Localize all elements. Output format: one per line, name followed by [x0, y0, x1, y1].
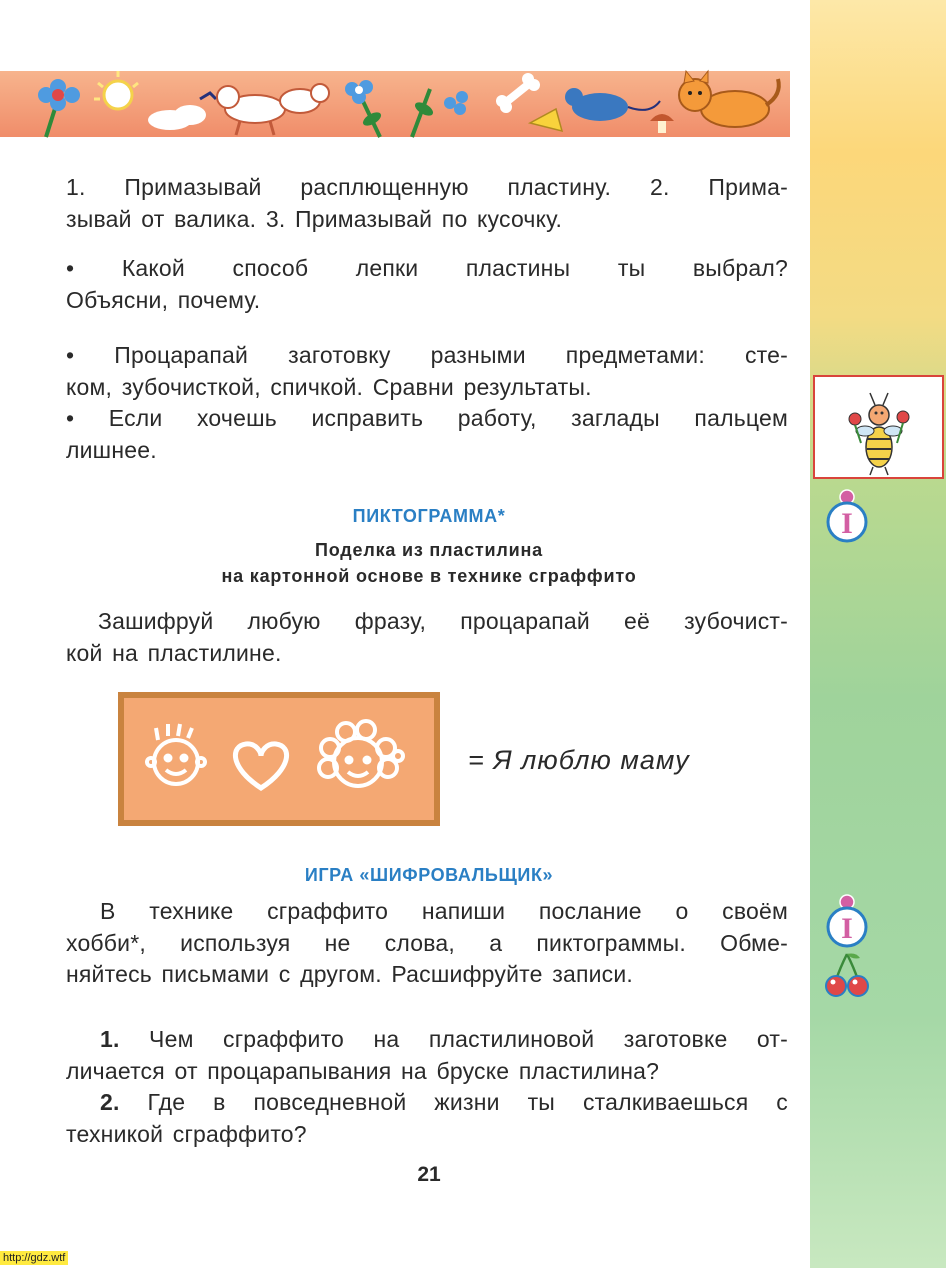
text-line: техникой сграффито? [66, 1120, 307, 1147]
text-line: В технике сграффито напиши послание о своём [100, 898, 788, 924]
text-line: Зашифруй любую фразу, процарапай её зубочист- [98, 608, 788, 634]
task-paragraph [66, 606, 788, 669]
text-line: няйтесь письмами с другом. Расшифруйте записи. [66, 961, 634, 987]
tasks-paragraph [66, 340, 788, 466]
question-line [100, 1024, 788, 1056]
svg-text:I: I [841, 507, 853, 540]
review-questions [66, 1024, 788, 1150]
sgraffito-plate-image [118, 692, 440, 826]
watermark-link[interactable]: http://gdz.wtf [0, 1251, 68, 1265]
question-text: Где в повседневной жизни ты сталкиваешься с [147, 1089, 789, 1115]
text-line: • Если хочешь исправить работу, заглады пальцем [66, 405, 788, 431]
text-line: • Какой способ лепки пластины ты выбрал? [66, 255, 788, 281]
subtitle-line: на картонной основе в технике сграффито [221, 566, 637, 586]
question-number: 1. [100, 1026, 120, 1052]
text-line: Объясни, почему. [66, 286, 261, 313]
question-line [100, 1087, 788, 1119]
text-line: зывай от валика. 3. Примазывай по кусочку. [66, 205, 563, 232]
text-line: кой на пластилине. [66, 639, 282, 666]
instructions-paragraph [66, 172, 788, 235]
section-title: ПИКТОГРАММА* [352, 506, 506, 526]
game-title: ИГРА «ШИФРОВАЛЬЩИК» [304, 865, 554, 885]
text-line: 1. Примазывай расплющенную пластину. 2. Прима- [66, 174, 788, 200]
text-line: ком, зубочисткой, спичкой. Сравни результаты. [66, 373, 592, 400]
question-text: Чем сграффито на пластилиновой заготовке от- [149, 1026, 788, 1052]
question-paragraph [66, 253, 788, 316]
game-paragraph [66, 896, 788, 991]
text-line: хобби*, используя не слова, а пиктограммы. Обме- [66, 929, 788, 956]
svg-text:I: I [841, 912, 853, 945]
sidebar-illustration-card [813, 375, 944, 479]
cherry-icon [824, 950, 870, 1000]
decoded-phrase: = Я люблю маму [468, 745, 690, 775]
decorative-banner [0, 65, 790, 145]
info-icon [826, 893, 868, 949]
text-line: • Процарапай заготовку разными предметами: сте- [66, 342, 788, 368]
page-number: 21 [417, 1163, 441, 1186]
section-subtitle [0, 537, 858, 589]
text-line: лишнее. [66, 436, 157, 463]
question-number: 2. [100, 1089, 120, 1115]
subtitle-line: Поделка из пластилина [315, 540, 543, 560]
bee-with-flowers-icon [815, 377, 942, 477]
text-line: личается от процарапывания на бруске пластилина? [66, 1057, 660, 1084]
sidebar-gradient [810, 0, 946, 1268]
